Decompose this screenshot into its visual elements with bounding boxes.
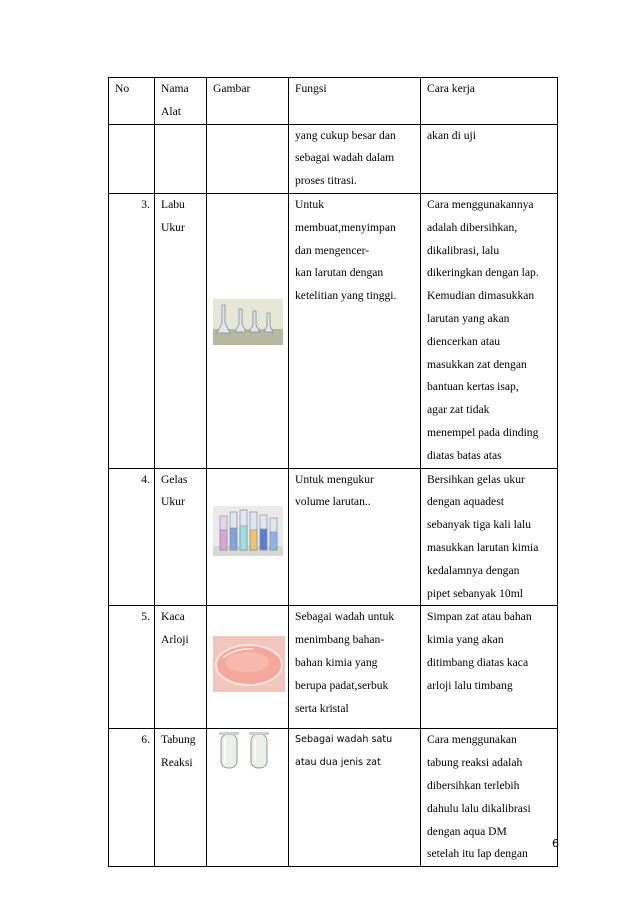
table-row — [109, 468, 558, 606]
row-cara-kerja: Cara menggunakannya adalah dibersihkan, dikalibrasi, lalu dikeringkan dengan lap. Kemudian dimasukkan larutan yang akan diencerkan atau masukkan zat dengan bantuan kertas isap, agar zat tidak menempel pada dinding diatas batas atas — [421, 193, 558, 468]
row-number: 6. — [109, 729, 155, 867]
measuring-cylinders-image — [213, 506, 283, 556]
row-name: Tabung Reaksi — [155, 729, 207, 867]
watch-glass-image — [213, 636, 285, 692]
row-image — [207, 124, 289, 193]
table-row — [109, 606, 558, 729]
row-number: 3. — [109, 193, 155, 468]
row-name: Labu Ukur — [155, 193, 207, 468]
row-cara-kerja: Bersihkan gelas ukur dengan aquadest sebanyak tiga kali lalu masukkan larutan kimia kedalamnya dengan pipet sebanyak 10ml — [421, 468, 558, 606]
table-row — [109, 124, 558, 193]
table-row — [109, 729, 558, 867]
row-cara-kerja: Cara menggunakan tabung reaksi adalah dibersihkan terlebih dahulu lalu dikalibrasi dengan aqua DM setelah itu lap dengan — [421, 729, 558, 867]
row-name — [155, 124, 207, 193]
volumetric-flasks-image — [213, 299, 283, 345]
row-fungsi: Untuk mengukur volume larutan.. — [289, 468, 421, 606]
row-image — [207, 729, 289, 867]
header-gambar: Gambar — [207, 78, 289, 125]
row-fungsi: yang cukup besar dan sebagai wadah dalam proses titrasi. — [289, 124, 421, 193]
row-image — [207, 468, 289, 606]
row-cara-kerja: akan di uji — [421, 124, 558, 193]
table-header-row — [109, 78, 558, 125]
row-fungsi: Sebagai wadah satu atau dua jenis zat — [289, 729, 421, 867]
test-tubes-image — [213, 731, 283, 773]
row-image — [207, 606, 289, 729]
header-no: No — [109, 78, 155, 125]
header-fungsi: Fungsi — [289, 78, 421, 125]
row-cara-kerja: Simpan zat atau bahan kimia yang akan ditimbang diatas kaca arloji lalu timbang — [421, 606, 558, 729]
row-fungsi: Sebagai wadah untuk menimbang bahan- bahan kimia yang berupa padat,serbuk serta kristal — [289, 606, 421, 729]
lab-equipment-table — [108, 77, 558, 867]
row-number: 4. — [109, 468, 155, 606]
header-cara-kerja: Cara kerja — [421, 78, 558, 125]
page-number: 6 — [552, 837, 559, 850]
row-image — [207, 193, 289, 468]
row-number: 5. — [109, 606, 155, 729]
header-nama-alat: Nama Alat — [155, 78, 207, 125]
table-row — [109, 193, 558, 468]
row-name: Kaca Arloji — [155, 606, 207, 729]
row-fungsi: Untuk membuat,menyimpan dan mengencer- kan larutan dengan ketelitian yang tinggi. — [289, 193, 421, 468]
row-name: Gelas Ukur — [155, 468, 207, 606]
row-number — [109, 124, 155, 193]
